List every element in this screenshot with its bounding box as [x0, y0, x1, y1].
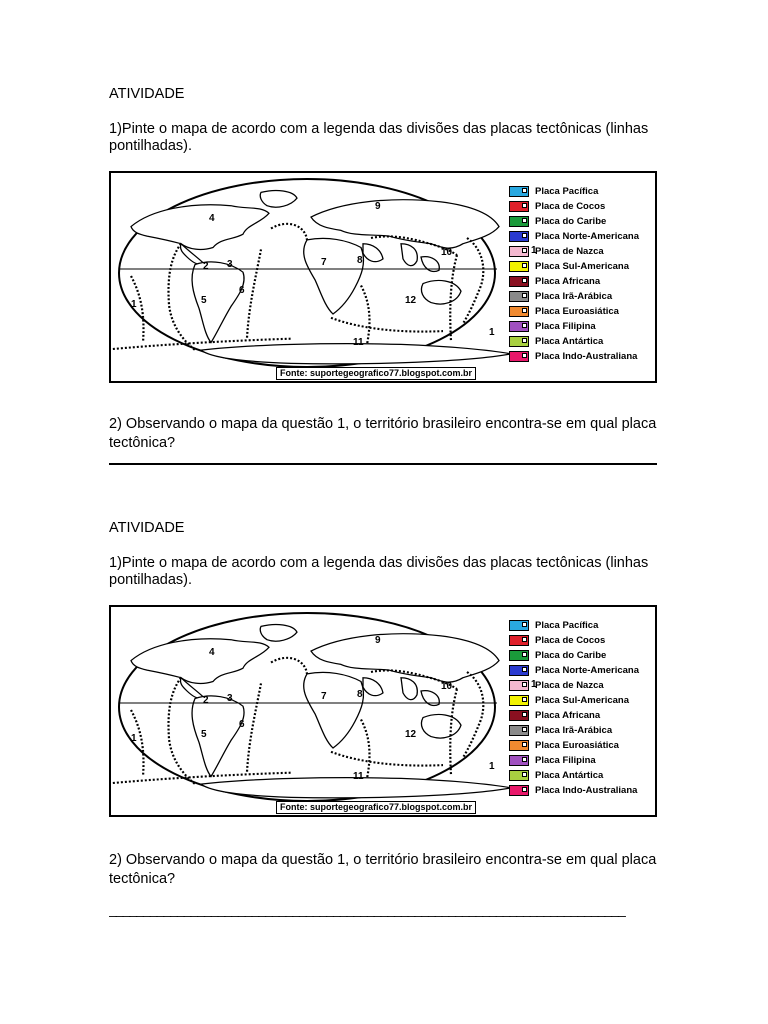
legend-item: [509, 618, 639, 633]
legend-item: [509, 663, 639, 678]
legend-item: [509, 349, 639, 364]
plate-number: 2: [203, 261, 209, 272]
legend-label: Placa Indo-Australiana: [535, 351, 638, 362]
legend-swatch: [509, 351, 529, 362]
swatch-mark: [522, 293, 527, 298]
legend-label: Placa Pacífica: [535, 186, 599, 197]
legend-label: Placa do Caribe: [535, 650, 607, 661]
swatch-mark: [522, 308, 527, 313]
swatch-mark: [522, 772, 527, 777]
question-1-text: 1)Pinte o mapa de acordo com a legenda das divisões das placas tectônicas (linhas pontilhadas).: [109, 555, 649, 588]
answer-line[interactable]: ____________________________________________________________________________: [109, 901, 625, 917]
legend-item: [509, 289, 639, 304]
legend-item: [509, 633, 639, 648]
legend-swatch: [509, 261, 529, 272]
legend-swatch: [509, 785, 529, 796]
legend-item: [509, 648, 639, 663]
legend-label: Placa de Cocos: [535, 201, 606, 212]
legend-label: Placa Euroasiática: [535, 306, 619, 317]
legend-item: [509, 214, 639, 229]
legend-item: [509, 738, 639, 753]
swatch-mark: [522, 218, 527, 223]
legend-label: Placa Indo-Australiana: [535, 785, 638, 796]
legend-swatch: [509, 725, 529, 736]
plate-number: 6: [239, 285, 245, 296]
legend-item: [509, 693, 639, 708]
legend-swatch: [509, 770, 529, 781]
question-2-text: 2) Observando o mapa da questão 1, o território brasileiro encontra-se em qual placa tectônica?: [109, 852, 657, 887]
legend-item: [509, 334, 639, 349]
activity-2: [109, 520, 669, 917]
legend-item: [509, 274, 639, 289]
legend-label: Placa Africana: [535, 276, 601, 287]
legend-swatch: [509, 186, 529, 197]
legend-label: Placa Africana: [535, 710, 601, 721]
plate-number: 5: [201, 295, 207, 306]
plate-number: 6: [239, 719, 245, 730]
legend-label: Placa de Nazca: [535, 246, 604, 257]
swatch-mark: [522, 667, 527, 672]
question-1-text: 1)Pinte o mapa de acordo com a legenda das divisões das placas tectônicas (linhas pontilhadas).: [109, 121, 649, 154]
swatch-mark: [522, 652, 527, 657]
legend-swatch: [509, 246, 529, 257]
plate-number: 8: [357, 689, 363, 700]
swatch-mark: [522, 742, 527, 747]
plate-number: 1: [131, 733, 137, 744]
legend-swatch: [509, 695, 529, 706]
plate-number: 2: [203, 695, 209, 706]
legend-label: Placa Norte-Americana: [535, 665, 640, 676]
legend-swatch: [509, 620, 529, 631]
swatch-mark: [522, 757, 527, 762]
legend-swatch: [509, 710, 529, 721]
plate-number: 3: [227, 259, 233, 270]
plate-number: 1: [131, 299, 137, 310]
activity-title: ATIVIDADE: [109, 86, 185, 102]
tectonic-plates-map: [109, 171, 657, 383]
swatch-mark: [522, 323, 527, 328]
legend-item: [509, 199, 639, 214]
legend-swatch: [509, 201, 529, 212]
swatch-mark: [522, 248, 527, 253]
legend-item: [509, 229, 639, 244]
legend-label: Placa Sul-Americana: [535, 261, 629, 272]
tectonic-plates-map: [109, 605, 657, 817]
map-legend: [509, 184, 639, 364]
legend-item: [509, 259, 639, 274]
legend-swatch: [509, 291, 529, 302]
plate-number: 3: [227, 693, 233, 704]
swatch-mark: [522, 697, 527, 702]
swatch-mark: [522, 278, 527, 283]
plate-number: 12: [405, 729, 417, 740]
swatch-mark: [522, 637, 527, 642]
activity-title: ATIVIDADE: [109, 520, 185, 536]
plate-number: 9: [375, 201, 381, 212]
legend-item: [509, 723, 639, 738]
swatch-mark: [522, 188, 527, 193]
legend-label: Placa de Cocos: [535, 635, 606, 646]
plate-number: 10: [441, 681, 453, 692]
legend-label: Placa Irã-Arábica: [535, 725, 613, 736]
plate-number: 1: [489, 327, 495, 338]
legend-swatch: [509, 680, 529, 691]
map-source: Fonte: suportegeografico77.blogspot.com.br: [276, 801, 476, 814]
plate-number: 11: [353, 337, 364, 348]
legend-label: Placa de Nazca: [535, 680, 604, 691]
legend-swatch: [509, 665, 529, 676]
legend-label: Placa Irã-Arábica: [535, 291, 613, 302]
plate-number: 12: [405, 295, 417, 306]
legend-swatch: [509, 740, 529, 751]
legend-item: [509, 319, 639, 334]
plate-number: 1: [489, 761, 495, 772]
legend-label: Placa Antártica: [535, 770, 604, 781]
plate-number: 8: [357, 255, 363, 266]
swatch-mark: [522, 622, 527, 627]
activity-1: [109, 86, 669, 465]
legend-item: [509, 678, 639, 693]
legend-item: [509, 304, 639, 319]
plate-number: 7: [321, 257, 327, 268]
swatch-mark: [522, 682, 527, 687]
answer-line[interactable]: [109, 463, 657, 465]
swatch-mark: [522, 338, 527, 343]
plate-number: 10: [441, 247, 453, 258]
legend-item: [509, 783, 639, 798]
legend-swatch: [509, 650, 529, 661]
legend-label: Placa Antártica: [535, 336, 604, 347]
legend-swatch: [509, 216, 529, 227]
legend-label: Placa Norte-Americana: [535, 231, 640, 242]
legend-label: Placa Euroasiática: [535, 740, 619, 751]
legend-label: Placa Sul-Americana: [535, 695, 629, 706]
plate-number: 5: [201, 729, 207, 740]
plate-number: 9: [375, 635, 381, 646]
swatch-mark: [522, 712, 527, 717]
legend-item: [509, 244, 639, 259]
legend-label: Placa Filipina: [535, 321, 596, 332]
map-source: Fonte: suportegeografico77.blogspot.com.br: [276, 367, 476, 380]
swatch-mark: [522, 233, 527, 238]
legend-swatch: [509, 231, 529, 242]
plate-number: 11: [353, 771, 364, 782]
plate-number: 1: [531, 245, 537, 256]
legend-swatch: [509, 755, 529, 766]
swatch-mark: [522, 263, 527, 268]
plate-number: 4: [209, 647, 215, 658]
legend-label: Placa Filipina: [535, 755, 596, 766]
plate-number: 1: [531, 679, 537, 690]
legend-swatch: [509, 306, 529, 317]
legend-swatch: [509, 321, 529, 332]
legend-item: [509, 708, 639, 723]
swatch-mark: [522, 787, 527, 792]
legend-item: [509, 753, 639, 768]
plate-number: 4: [209, 213, 215, 224]
swatch-mark: [522, 203, 527, 208]
legend-item: [509, 184, 639, 199]
legend-label: Placa Pacífica: [535, 620, 599, 631]
plate-number: 7: [321, 691, 327, 702]
swatch-mark: [522, 353, 527, 358]
legend-swatch: [509, 276, 529, 287]
map-legend: [509, 618, 639, 798]
question-2-text: 2) Observando o mapa da questão 1, o território brasileiro encontra-se em qual placa tectônica?: [109, 416, 657, 451]
legend-swatch: [509, 336, 529, 347]
legend-swatch: [509, 635, 529, 646]
legend-label: Placa do Caribe: [535, 216, 607, 227]
legend-item: [509, 768, 639, 783]
swatch-mark: [522, 727, 527, 732]
